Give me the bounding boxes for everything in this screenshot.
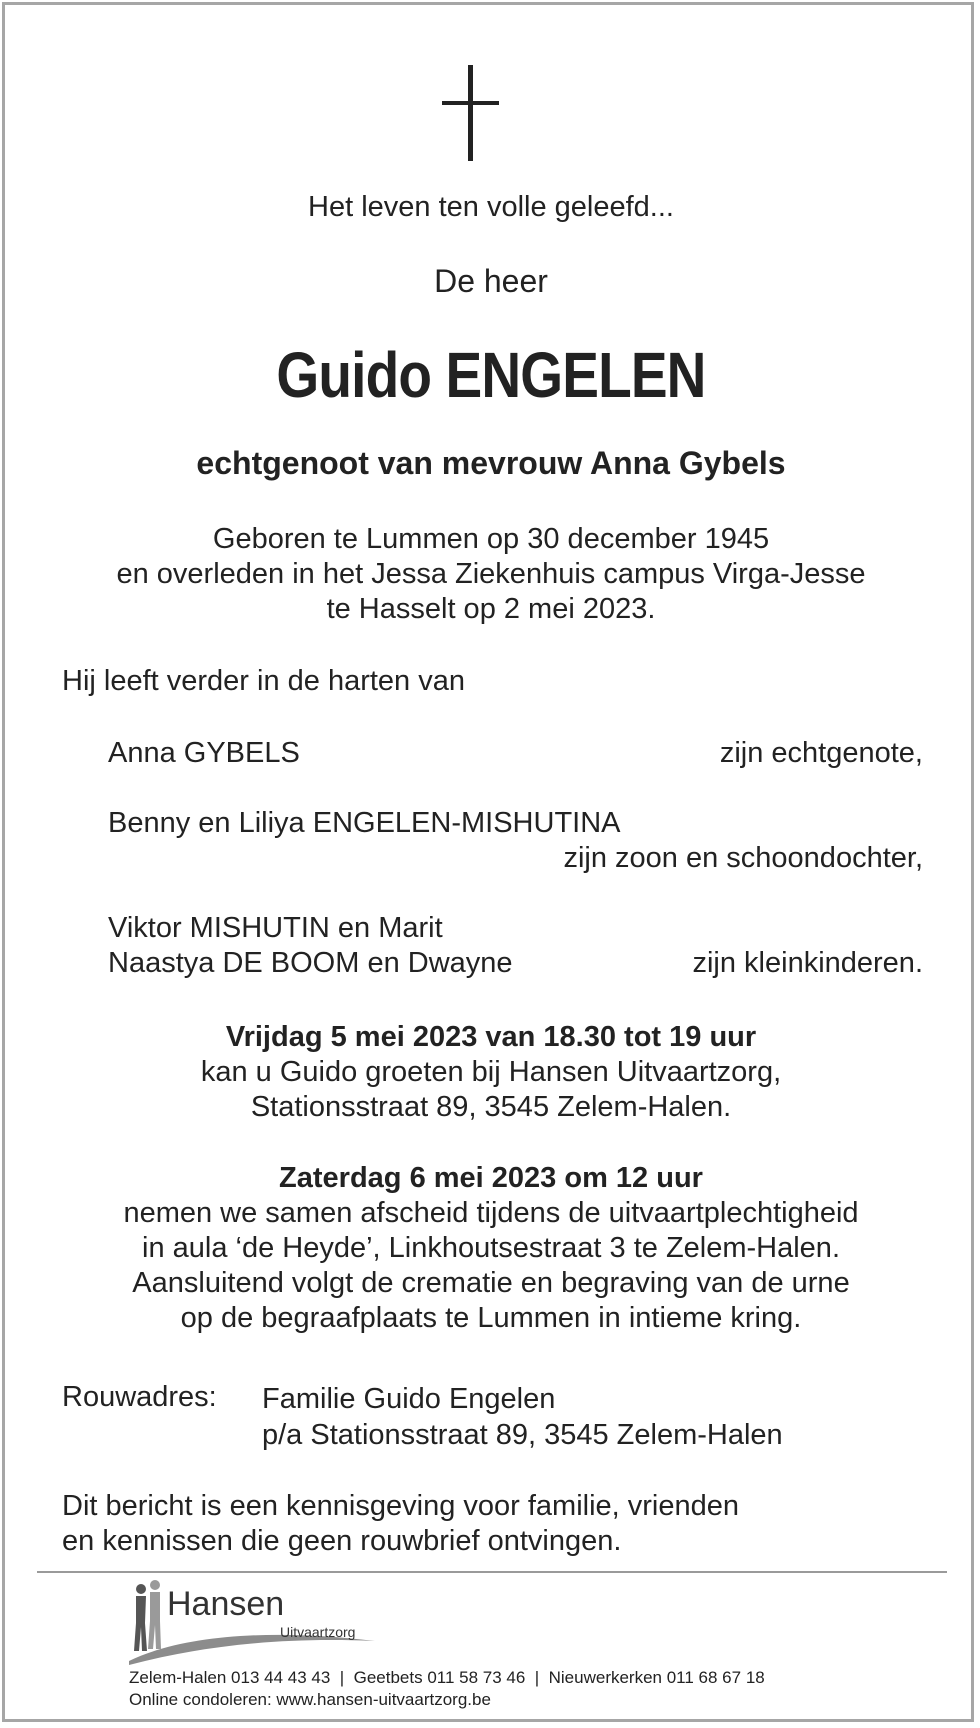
obituary-card bbox=[2, 2, 974, 1722]
survivor-name: Viktor MISHUTIN en Marit bbox=[108, 912, 443, 944]
notice-line-2: en kennissen die geen rouwbrief ontvingen. bbox=[62, 1525, 622, 1557]
funeral-info bbox=[5, 1161, 977, 1336]
mourning-address bbox=[262, 1381, 783, 1453]
title-prefix: De heer bbox=[434, 263, 548, 299]
logo-subtitle: Uitvaartzorg bbox=[280, 1624, 356, 1640]
mourning-address-line-1: Familie Guido Engelen bbox=[262, 1383, 556, 1415]
cross-icon bbox=[442, 65, 502, 165]
birth-line-2: en overleden in het Jessa Ziekenhuis campus Virga-Jesse bbox=[116, 558, 866, 590]
footer-online: Online condoleren: www.hansen-uitvaartzorg.be bbox=[129, 1690, 491, 1709]
viewing-line-1: kan u Guido groeten bij Hansen Uitvaartzorg, bbox=[200, 1056, 782, 1088]
footer-divider bbox=[37, 1571, 947, 1573]
survivor-name: Naastya DE BOOM en Dwayne bbox=[108, 947, 513, 979]
survivor-name: Anna GYBELS bbox=[108, 737, 300, 769]
spouse-line: echtgenoot van mevrouw Anna Gybels bbox=[196, 445, 786, 481]
notice-text bbox=[62, 1489, 739, 1559]
footer-contact bbox=[129, 1667, 765, 1711]
notice-line-1: Dit bericht is een kennisgeving voor familie, vrienden bbox=[62, 1490, 740, 1522]
mourning-address-label: Rouwadres: bbox=[62, 1381, 217, 1413]
funeral-line-2: in aula ‘de Heyde’, Linkhoutsestraat 3 te Zelem-Halen. bbox=[142, 1232, 840, 1264]
birth-line-3: te Hasselt op 2 mei 2023. bbox=[326, 593, 656, 625]
viewing-date: Vrijdag 5 mei 2023 van 18.30 tot 19 uur bbox=[225, 1021, 757, 1053]
survivors-intro: Hij leeft verder in de harten van bbox=[62, 665, 465, 697]
mourning-address-line-2: p/a Stationsstraat 89, 3545 Zelem-Halen bbox=[262, 1419, 783, 1451]
funeral-line-3: Aansluitend volgt de crematie en begraving van de urne bbox=[132, 1267, 850, 1299]
funeral-line-4: op de begraafplaats te Lummen in intieme kring. bbox=[180, 1302, 802, 1334]
birth-death-text bbox=[5, 522, 977, 627]
survivor-relation: zijn echtgenote, bbox=[719, 737, 923, 769]
survivor-relation: zijn kleinkinderen. bbox=[692, 947, 923, 979]
viewing-line-2: Stationsstraat 89, 3545 Zelem-Halen. bbox=[250, 1091, 732, 1123]
footer-phones: Zelem-Halen 013 44 43 43 | Geetbets 011 58 73 46 | Nieuwerkerken 011 68 67 18 bbox=[129, 1668, 765, 1687]
viewing-info bbox=[5, 1020, 977, 1125]
funeral-line-1: nemen we samen afscheid tijdens de uitvaartplechtigheid bbox=[123, 1197, 859, 1229]
logo-name: Hansen bbox=[167, 1585, 285, 1623]
birth-line-1: Geboren te Lummen op 30 december 1945 bbox=[212, 523, 770, 555]
deceased-name: Guido ENGELEN bbox=[276, 339, 706, 411]
survivor-name: Benny en Liliya ENGELEN-MISHUTINA bbox=[108, 807, 621, 839]
survivor-relation: zijn zoon en schoondochter, bbox=[563, 842, 923, 874]
funeral-date: Zaterdag 6 mei 2023 om 12 uur bbox=[279, 1162, 703, 1194]
intro-text: Het leven ten volle geleefd... bbox=[308, 191, 674, 223]
